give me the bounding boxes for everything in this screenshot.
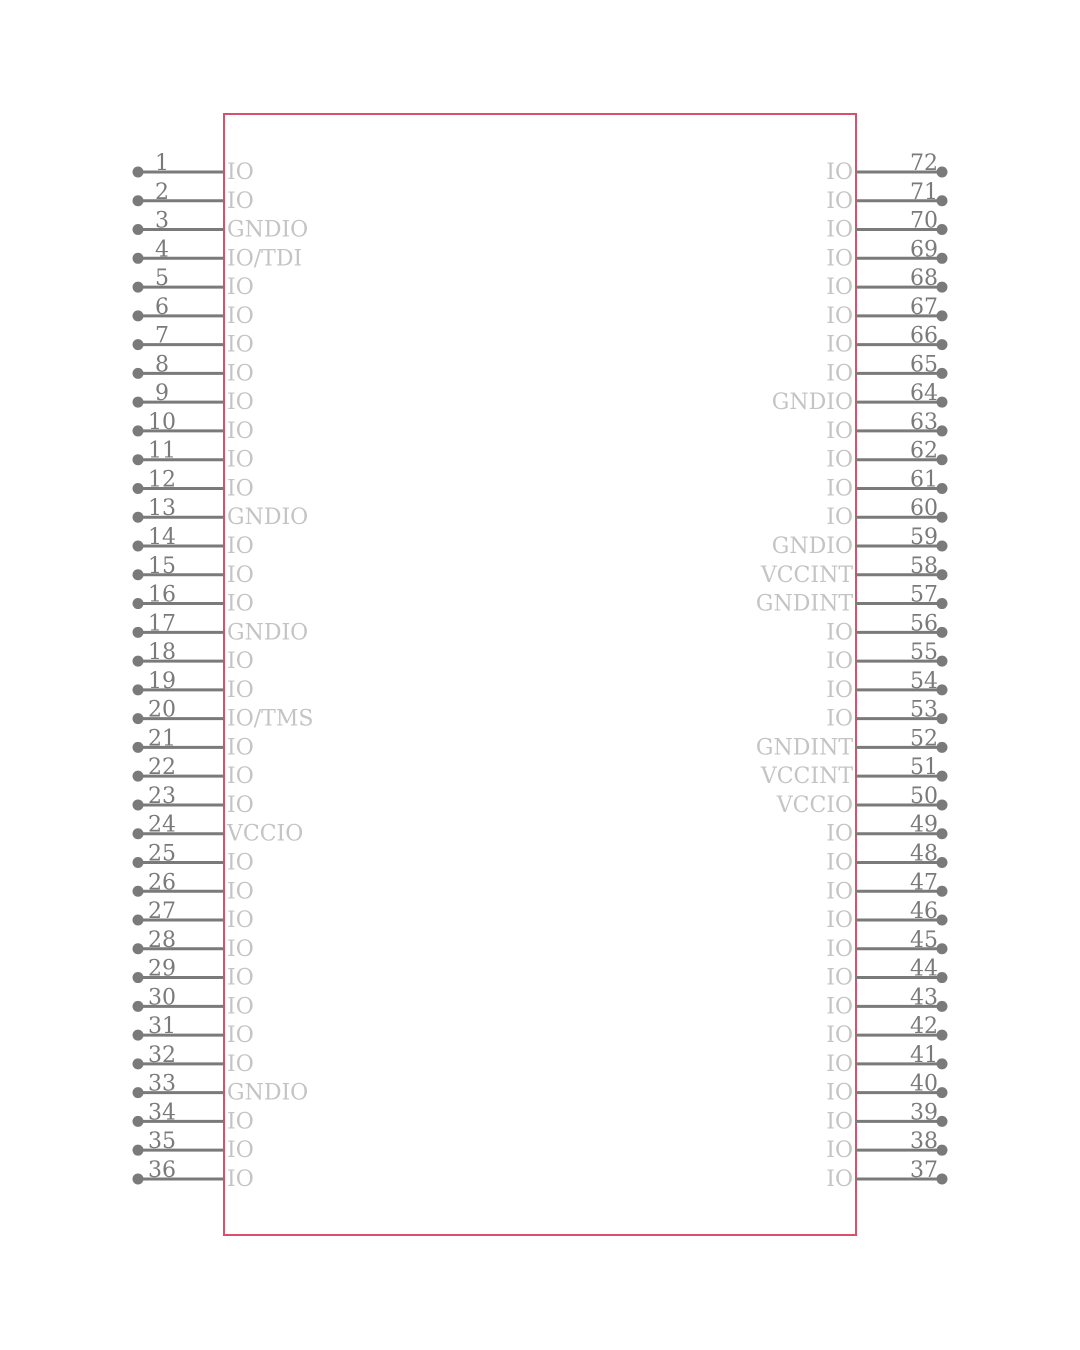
pin-terminal-dot <box>937 771 948 782</box>
pin-terminal-dot <box>937 368 948 379</box>
pin-number: 29 <box>148 956 176 982</box>
pin-name: GNDIO <box>771 390 853 416</box>
pin-terminal-dot <box>133 397 144 408</box>
pin-name: IO <box>227 275 254 301</box>
pin-number: 49 <box>910 812 938 838</box>
pin-terminal-dot <box>133 742 144 753</box>
pin-terminal-dot <box>133 684 144 695</box>
pin-name: IO <box>227 792 254 818</box>
pin-terminal-dot <box>937 397 948 408</box>
pin-name: IO <box>227 649 254 675</box>
pin-number: 21 <box>148 726 176 752</box>
pin-number: 72 <box>910 151 938 176</box>
pin-number: 52 <box>910 726 938 752</box>
pin-terminal-dot <box>937 253 948 264</box>
pin-terminal-dot <box>937 224 948 235</box>
pin-name: IO <box>227 1109 254 1135</box>
pin-name: IO <box>227 1051 254 1077</box>
pin-terminal-dot <box>937 339 948 350</box>
pin-terminal-dot <box>133 282 144 293</box>
pin-name: IO <box>227 534 254 560</box>
pin-number: 55 <box>910 640 938 666</box>
pin-name: IO <box>826 677 853 703</box>
pin-number: 22 <box>148 755 176 781</box>
pin-terminal-dot <box>937 282 948 293</box>
pin-number: 63 <box>910 409 938 435</box>
pin-number: 54 <box>910 668 938 694</box>
pin-name: GNDIO <box>227 217 309 243</box>
pin-name: IO <box>227 677 254 703</box>
component-body <box>224 114 856 1235</box>
pin-terminal-dot <box>133 224 144 235</box>
pin-number: 39 <box>910 1100 938 1126</box>
pin-number: 61 <box>910 467 938 493</box>
pin-terminal-dot <box>133 656 144 667</box>
pin-name: IO <box>826 332 853 358</box>
pin-number: 7 <box>155 323 169 349</box>
pin-number: 13 <box>148 496 176 522</box>
pin-terminal-dot <box>937 454 948 465</box>
pin-number: 38 <box>910 1129 938 1155</box>
pin-name: IO <box>826 188 853 214</box>
pin-terminal-dot <box>937 656 948 667</box>
pin-name: IO <box>826 879 853 905</box>
pin-name: IO <box>826 418 853 444</box>
pin-terminal-dot <box>133 1058 144 1069</box>
pin-number: 36 <box>148 1157 176 1183</box>
pin-number: 11 <box>148 438 176 464</box>
pin-number: 33 <box>148 1071 176 1097</box>
pin-terminal-dot <box>133 454 144 465</box>
pin-terminal-dot <box>133 253 144 264</box>
pin-name: GNDINT <box>755 591 853 617</box>
pin-name: IO <box>227 476 254 502</box>
pin-name: IO <box>227 735 254 761</box>
pin-number: 60 <box>910 496 938 522</box>
pin-name: IO <box>826 994 853 1020</box>
pin-terminal-dot <box>133 368 144 379</box>
pin-name: IO <box>227 1023 254 1049</box>
pin-number: 32 <box>148 1042 176 1068</box>
pin-name: IO <box>227 1138 254 1164</box>
pin-terminal-dot <box>133 857 144 868</box>
pin-number: 20 <box>148 697 176 723</box>
pin-name: VCCINT <box>760 562 853 588</box>
pin-terminal-dot <box>937 541 948 552</box>
pin-name: IO <box>826 160 853 185</box>
pin-terminal-dot <box>937 684 948 695</box>
pin-terminal-dot <box>937 167 948 178</box>
pin-terminal-dot <box>937 1173 948 1184</box>
left-pin-group <box>133 151 314 1192</box>
pin-name: IO <box>826 1138 853 1164</box>
pin-terminal-dot <box>937 799 948 810</box>
pin-name: GNDIO <box>771 534 853 560</box>
pin-number: 23 <box>148 783 176 809</box>
pin-name: IO <box>826 275 853 301</box>
pin-name: IO <box>826 821 853 847</box>
pin-name: IO <box>826 246 853 272</box>
pin-number: 44 <box>910 956 938 982</box>
pin-terminal-dot <box>937 1116 948 1127</box>
pin-terminal-dot <box>133 512 144 523</box>
pin-terminal-dot <box>937 886 948 897</box>
pin-terminal-dot <box>133 915 144 926</box>
pin-number: 4 <box>155 237 169 263</box>
pin-name: IO <box>227 390 254 416</box>
pin-number: 18 <box>148 640 176 666</box>
pin-number: 9 <box>155 381 169 407</box>
pin-terminal-dot <box>937 1145 948 1156</box>
pin-name: IO <box>826 476 853 502</box>
pin-number: 8 <box>155 352 169 378</box>
pin-name: IO <box>826 649 853 675</box>
pin-number: 45 <box>910 927 938 953</box>
pin-terminal-dot <box>133 569 144 580</box>
pin-number: 48 <box>910 841 938 867</box>
pin-terminal-dot <box>133 771 144 782</box>
pin-terminal-dot <box>133 339 144 350</box>
pin-terminal-dot <box>133 541 144 552</box>
pin-name: IO <box>826 850 853 876</box>
pin-number: 59 <box>910 525 938 551</box>
pin-terminal-dot <box>937 425 948 436</box>
pin-number: 56 <box>910 611 938 637</box>
pin-number: 6 <box>155 294 169 320</box>
pin-number: 64 <box>910 381 938 407</box>
pin-number: 3 <box>155 208 169 234</box>
pin-name: IO/TMS <box>227 706 314 732</box>
pin-number: 10 <box>148 409 176 435</box>
pin-terminal-dot <box>937 972 948 983</box>
pin-number: 43 <box>910 985 938 1011</box>
pin-name: IO <box>826 361 853 387</box>
pin-terminal-dot <box>937 627 948 638</box>
pin-number: 12 <box>148 467 176 493</box>
pin-number: 62 <box>910 438 938 464</box>
pin-terminal-dot <box>937 1001 948 1012</box>
pin-terminal-dot <box>937 1030 948 1041</box>
pin-name: IO <box>826 505 853 531</box>
pin-number: 19 <box>148 668 176 694</box>
pin-name: IO <box>227 908 254 934</box>
pin-number: 58 <box>910 553 938 579</box>
pin-name: GNDIO <box>227 620 309 646</box>
pin-terminal-dot <box>937 1058 948 1069</box>
pin-number: 71 <box>910 179 938 205</box>
pin-terminal-dot <box>937 195 948 206</box>
pin-number: 28 <box>148 927 176 953</box>
pin-name: IO <box>826 936 853 962</box>
pin-number: 69 <box>910 237 938 263</box>
pin-number: 31 <box>148 1014 176 1040</box>
pin-terminal-dot <box>937 713 948 724</box>
pin-name: IO <box>227 994 254 1020</box>
pin-terminal-dot <box>937 483 948 494</box>
pin-terminal-dot <box>133 972 144 983</box>
pin-number: 68 <box>910 266 938 292</box>
pin-name: IO <box>826 620 853 646</box>
pin-number: 51 <box>910 755 938 781</box>
pin-number: 46 <box>910 899 938 925</box>
pin-name: IO <box>227 332 254 358</box>
pin-terminal-dot <box>937 943 948 954</box>
pin-name: VCCIO <box>227 821 304 847</box>
pin-terminal-dot <box>937 310 948 321</box>
pin-terminal-dot <box>133 799 144 810</box>
pin-number: 41 <box>910 1042 938 1068</box>
pin-name: IO <box>227 303 254 329</box>
pin-name: GNDIO <box>227 505 309 531</box>
pin-number: 14 <box>148 525 176 551</box>
pin-name: IO <box>826 965 853 991</box>
pin-terminal-dot <box>133 598 144 609</box>
pin-name: IO <box>826 908 853 934</box>
right-pin-group <box>756 151 948 1192</box>
pin-name: IO <box>227 879 254 905</box>
pin-name: IO <box>826 303 853 329</box>
pin-name: VCCINT <box>760 764 853 790</box>
pin-number: 35 <box>148 1129 176 1155</box>
pin-number: 57 <box>910 582 938 608</box>
pin-terminal-dot <box>133 425 144 436</box>
pin-terminal-dot <box>133 1087 144 1098</box>
pin-name: IO <box>227 764 254 790</box>
pin-name: IO <box>826 1023 853 1049</box>
pin-name: GNDIO <box>227 1080 309 1106</box>
pin-name: IO <box>227 591 254 617</box>
pin-terminal-dot <box>133 1116 144 1127</box>
left-pin <box>133 151 254 185</box>
pin-name: VCCIO <box>776 792 853 818</box>
pin-name: IO <box>227 447 254 473</box>
pin-name: IO <box>227 562 254 588</box>
pin-terminal-dot <box>937 512 948 523</box>
pin-name: IO <box>826 1109 853 1135</box>
pin-terminal-dot <box>133 1030 144 1041</box>
pin-number: 26 <box>148 870 176 896</box>
pin-number: 66 <box>910 323 938 349</box>
pin-terminal-dot <box>937 569 948 580</box>
pin-terminal-dot <box>133 1145 144 1156</box>
pin-number: 25 <box>148 841 176 867</box>
pin-terminal-dot <box>937 828 948 839</box>
pin-number: 34 <box>148 1100 176 1126</box>
pin-name: IO <box>826 1080 853 1106</box>
pin-number: 53 <box>910 697 938 723</box>
pin-terminal-dot <box>133 713 144 724</box>
pin-name: IO <box>227 850 254 876</box>
pin-terminal-dot <box>133 627 144 638</box>
pin-number: 37 <box>910 1157 938 1183</box>
pin-terminal-dot <box>133 1001 144 1012</box>
pin-terminal-dot <box>133 483 144 494</box>
pin-number: 16 <box>148 582 176 608</box>
pin-name: IO <box>826 1166 853 1192</box>
pin-number: 67 <box>910 294 938 320</box>
pin-name: IO <box>826 1051 853 1077</box>
pin-terminal-dot <box>133 1173 144 1184</box>
pin-number: 50 <box>910 783 938 809</box>
pin-terminal-dot <box>133 886 144 897</box>
pin-number: 2 <box>155 179 169 205</box>
pin-number: 47 <box>910 870 938 896</box>
pin-number: 27 <box>148 899 176 925</box>
pin-terminal-dot <box>133 828 144 839</box>
pin-number: 1 <box>155 151 169 176</box>
pin-name: IO <box>826 447 853 473</box>
pin-terminal-dot <box>133 310 144 321</box>
pin-number: 42 <box>910 1014 938 1040</box>
pin-name: IO <box>227 965 254 991</box>
pin-number: 65 <box>910 352 938 378</box>
pin-number: 15 <box>148 553 176 579</box>
pin-name: IO <box>227 1166 254 1192</box>
pin-terminal-dot <box>133 943 144 954</box>
pin-number: 70 <box>910 208 938 234</box>
pin-terminal-dot <box>133 195 144 206</box>
pin-name: IO <box>227 936 254 962</box>
pin-terminal-dot <box>937 598 948 609</box>
pin-terminal-dot <box>937 1087 948 1098</box>
pin-terminal-dot <box>133 167 144 178</box>
pin-terminal-dot <box>937 915 948 926</box>
pin-number: 5 <box>155 266 169 292</box>
pin-number: 24 <box>148 812 176 838</box>
pin-number: 40 <box>910 1071 938 1097</box>
pin-name: IO <box>826 706 853 732</box>
pin-name: IO <box>227 361 254 387</box>
pin-number: 30 <box>148 985 176 1011</box>
pin-name: IO/TDI <box>227 246 303 272</box>
pin-number: 17 <box>148 611 176 637</box>
pin-name: IO <box>227 188 254 214</box>
pin-name: IO <box>227 160 254 185</box>
pin-terminal-dot <box>937 857 948 868</box>
pin-terminal-dot <box>937 742 948 753</box>
pin-name: IO <box>227 418 254 444</box>
pin-name: IO <box>826 217 853 243</box>
pin-name: GNDINT <box>755 735 853 761</box>
